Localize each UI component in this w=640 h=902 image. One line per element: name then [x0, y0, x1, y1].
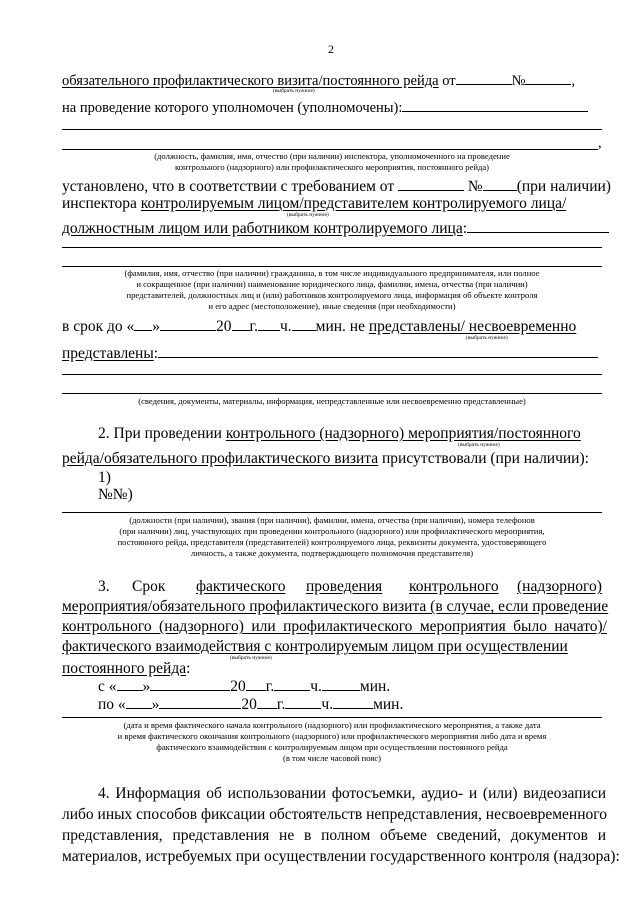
document-page: 2 обязательного профилактического визита/постоянного рейда от № , (выбрать нужное) на проведение которого уполномочен (уполномочены): , (должность, фамилия, имя, отчество (при наличии) инспектора, уполномоченного на проведение контрольного (надзорного) или профилактического мероприятия, постоянного рейда) установлено, что в соответствии с требованием от № (при наличии) инспектора контролируемым лицом/представителем контролируемого лица/ (выбрать нужное) должностным лицом или работником контролируемого лица: (фамилия, имя, отчество (при наличии) гражданина, в том числе индивидуального предпринимателя, или полное и сокращенное (при наличии) наименование юридического лица, фамилии, имена, отчества (при наличии) представителей, должностных лиц и (или) работников контролируемого лица, информация об объекте контроля и его адрес (местоположение), иные сведения (при необходимости) в срок до « » 20 г. ч. мин. не представлены/ несвоевременно (выбрать нужное) представлены: (сведения, документы, материалы, информация, непредставленные или несвоевременно представленные) 2. При проведении контрольного (надзорного) мероприятия/постоянного (выбрать нужное) рейда/обязательного профилактического визита присутствовали (при наличии): 1) №№) (должности (при наличии), звания (при наличии), фамилии, имена, отчества (при наличии), номера телефонов (при наличии) лиц, участвующих при проведении контрольного (надзорного) или профилактического мероприятия, постоянного рейда, представителя (представителей) контролируемого лица, реквизиты документа, удостоверяющего личность, а также документа, подтверждающего полномочия представителя) 3. Срок фактического проведения контрольного (надзорного) мероприятия/обязательного профилактического визита (в случае, если проведение контрольного (надзорного) или профилактического мероприятия было начато)/ фактического взаимодействия с контролируемым лицом при осуществлении (выбрать нужное) постоянного рейда: с « » 20 г. ч. мин. по « » 20 г. ч. мин. (дата и время фактического начала контрольного (надзорного) или профилактического мероприятия, а также дата и время фактического окончания контрольного (надзорного) или профилактического мероприятия либо дата и время фактического взаимодействия с контролируемым лицом при осуществлении постоянного рейда (в том числе часовой пояс) 4. Информация об использовании фотосъемки, аудио- и (или) видеозаписи либо иных способов фиксации обстоятельств непредставления, несвоевременного представления, представления не в полном объеме сведений, документов и материалов, истребуемых при осуществлении государственного контроля (надзора):	[62, 42, 620, 865]
inspector-line: инспектора контролируемым лицом/представителем контролируемого лица/	[62, 195, 567, 212]
section-3-line-4: фактического взаимодействия с контролируемым лицом при осуществлении	[62, 638, 568, 655]
start-datetime-line: с « » 20 г. ч. мин.	[98, 678, 391, 695]
fill-line	[62, 247, 602, 248]
fill-line	[62, 149, 598, 150]
section-4-line-2: либо иных способов фиксации обстоятельств непредставления, несвоевременного	[62, 806, 607, 823]
section-3-line-3: контрольного (надзорного) или профилактического мероприятия было начато)/	[62, 618, 607, 635]
fill-line	[62, 266, 602, 267]
attendees-caption: (должности (при наличии), звания (при наличии), фамилии, имена, отчества (при наличии), номера телефонов (при наличии) лиц, участвующих при проведении контрольного (надзорного) или профилактического мероприятия, постоянного рейда, представителя (представителей) контролируемого лица, реквизиты документа, удостоверяющего личность, а также документа, подтверждающего полномочия представителя)	[117, 515, 547, 558]
authorized-blank	[402, 97, 588, 112]
number-blank	[525, 70, 571, 85]
attendee-item: 1)	[98, 469, 111, 486]
fill-line	[62, 512, 602, 513]
documents-caption: (сведения, документы, материалы, информация, непредставленные или несвоевременно представленные)	[138, 396, 526, 406]
end-datetime-line: по « » 20 г. ч. мин.	[98, 696, 404, 713]
controlled-person-caption: (фамилия, имя, отчество (при наличии) гражданина, в том числе индивидуального предпринимателя, или полное и сокращенное (при наличии) наименование юридического лица, фамилии, имена, отчества (при наличии) представителей, должностных лиц и (или) работников контролируемого лица, информация об объекте контроля и его адрес (местоположение), иные сведения (при необходимости)	[124, 268, 540, 311]
page-number: 2	[328, 42, 334, 56]
requirement-line: установлено, что в соответствии с требованием от № (при наличии)	[62, 178, 611, 195]
not-submitted-line: представлены:	[62, 343, 598, 363]
fill-line	[62, 374, 602, 375]
fill-line	[62, 717, 602, 718]
deadline-line: в срок до « » 20 г. ч. мин. не представлены/ несвоевременно	[62, 318, 577, 335]
section-4-line-3: представления, представления не в полном объеме сведений, документов и	[62, 827, 606, 844]
authorized-line: на проведение которого уполномочен (уполномочены):	[62, 97, 588, 117]
section-2-line-2: рейда/обязательного профилактического визита присутствовали (при наличии):	[62, 450, 589, 467]
choose-hint: (выбрать нужное)	[273, 88, 315, 94]
section-2-heading: 2. При проведении контрольного (надзорного) мероприятия/постоянного	[98, 425, 581, 442]
datetime-caption: (дата и время фактического начала контрольного (надзорного) или профилактического мероприятия, а также дата и время фактического окончания контрольного (надзорного) или профилактического мероприятия либо дата и время фактического взаимодействия с контролируемым лицом при осуществлении постоянного рейда (в том числе часовой пояс)	[117, 720, 547, 763]
inspector-caption: (должность, фамилия, имя, отчество (при наличии) инспектора, уполномоченного на проведение контрольного (надзорного) или профилактического мероприятия, постоянного рейда)	[154, 151, 510, 172]
date-blank	[456, 70, 512, 85]
section-4-line-4: материалов, истребуемых при осуществлении государственного контроля (надзора):	[62, 848, 620, 865]
visit-type-line: обязательного профилактического визита/постоянного рейда от № ,	[62, 70, 575, 90]
section-3-line-2: мероприятия/обязательного профилактического визита (в случае, если проведение	[62, 598, 609, 615]
official-line: должностным лицом или работником контролируемого лица:	[62, 218, 609, 238]
attendee-numbers: №№)	[98, 486, 133, 503]
section-3-line-5: постоянного рейда:	[62, 660, 191, 677]
section-4-line-1: 4. Информация об использовании фотосъемки, аудио- и (или) видеозаписи	[98, 785, 606, 802]
fill-line	[62, 393, 602, 394]
fill-line	[62, 129, 602, 130]
